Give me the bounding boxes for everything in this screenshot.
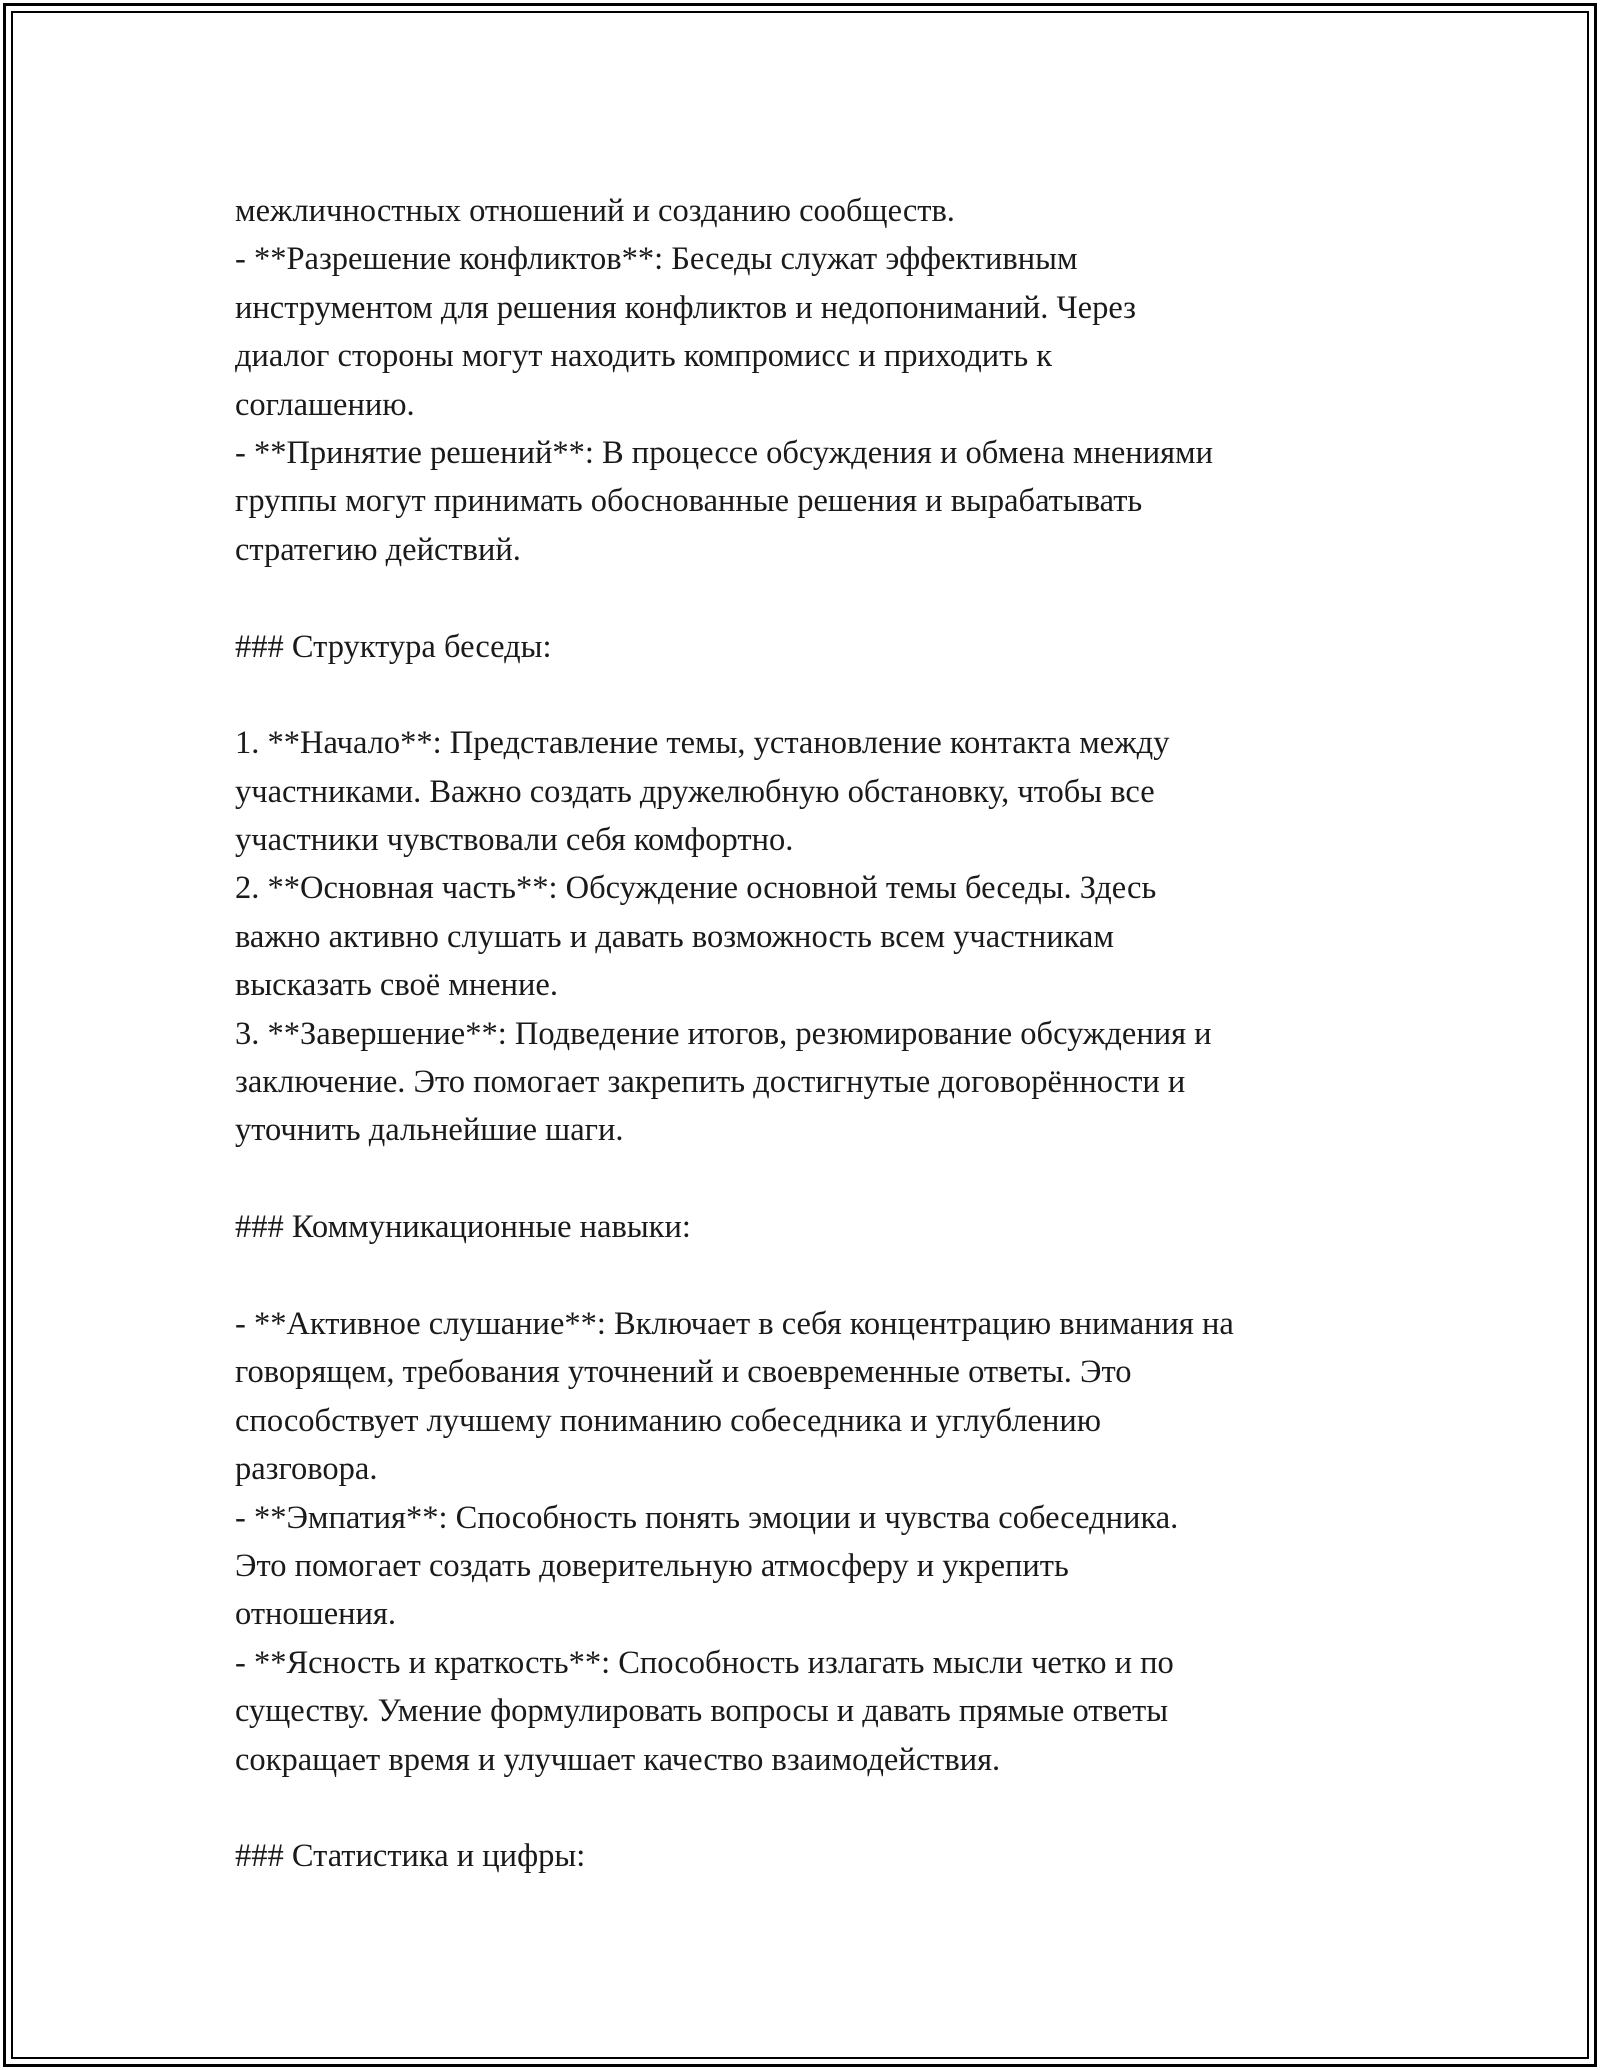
text-line: участниками. Важно создать дружелюбную обстановку, чтобы все: [235, 773, 1155, 810]
section-heading: ### Структура беседы:: [235, 628, 552, 665]
text-line: 1. **Начало**: Представление темы, установление контакта между: [235, 725, 1170, 762]
text-line: высказать своё мнение.: [235, 967, 558, 1004]
text-line: способствует лучшему пониманию собеседника и углублению: [235, 1402, 1102, 1439]
text-line: заключение. Это помогает закрепить достигнутые договорённости и: [235, 1064, 1186, 1101]
text-line: 2. **Основная часть**: Обсуждение основной темы беседы. Здесь: [235, 870, 1157, 907]
text-line: - **Разрешение конфликтов**: Беседы служат эффективным: [235, 241, 1078, 278]
text-line: - **Активное слушание**: Включает в себя концентрацию внимания на: [235, 1305, 1234, 1342]
text-line: группы могут принимать обоснованные решения и вырабатывать: [235, 483, 1143, 520]
text-line: уточнить дальнейшие шаги.: [235, 1112, 624, 1149]
document-body: [235, 187, 1395, 1881]
text-line: - **Эмпатия**: Способность понять эмоции и чувства собеседника.: [235, 1499, 1179, 1536]
text-line: разговора.: [235, 1451, 378, 1488]
text-line: межличностных отношений и созданию сообществ.: [235, 193, 955, 229]
text-line: участники чувствовали себя комфортно.: [235, 822, 794, 859]
text-line: важно активно слушать и давать возможность всем участникам: [235, 918, 1114, 955]
text-line: отношения.: [235, 1596, 396, 1633]
blank-line: [235, 1155, 1395, 1203]
blank-line: [235, 574, 1395, 622]
text-line: 3. **Завершение**: Подведение итогов, резюмирование обсуждения и: [235, 1015, 1212, 1052]
blank-line: [235, 671, 1395, 719]
blank-line: [235, 1784, 1395, 1832]
blank-line: [235, 1252, 1395, 1300]
text-line: - **Принятие решений**: В процессе обсуждения и обмена мнениями: [235, 434, 1213, 471]
text-line: стратегию действий.: [235, 531, 521, 568]
section-heading: ### Статистика и цифры:: [235, 1838, 586, 1875]
text-line: сокращает время и улучшает качество взаимодействия.: [235, 1741, 1001, 1778]
text-line: диалог стороны могут находить компромисс и приходить к: [235, 338, 1053, 375]
text-line: - **Ясность и краткость**: Способность излагать мысли четко и по: [235, 1644, 1174, 1681]
text-line: говорящем, требования уточнений и своевременные ответы. Это: [235, 1354, 1132, 1391]
text-line: инструментом для решения конфликтов и недопониманий. Через: [235, 289, 1137, 326]
section-heading: ### Коммуникационные навыки:: [235, 1209, 691, 1246]
text-line: соглашению.: [235, 386, 415, 423]
text-line: Это помогает создать доверительную атмосферу и укрепить: [235, 1547, 1069, 1584]
text-line: существу. Умение формулировать вопросы и давать прямые ответы: [235, 1693, 1169, 1730]
